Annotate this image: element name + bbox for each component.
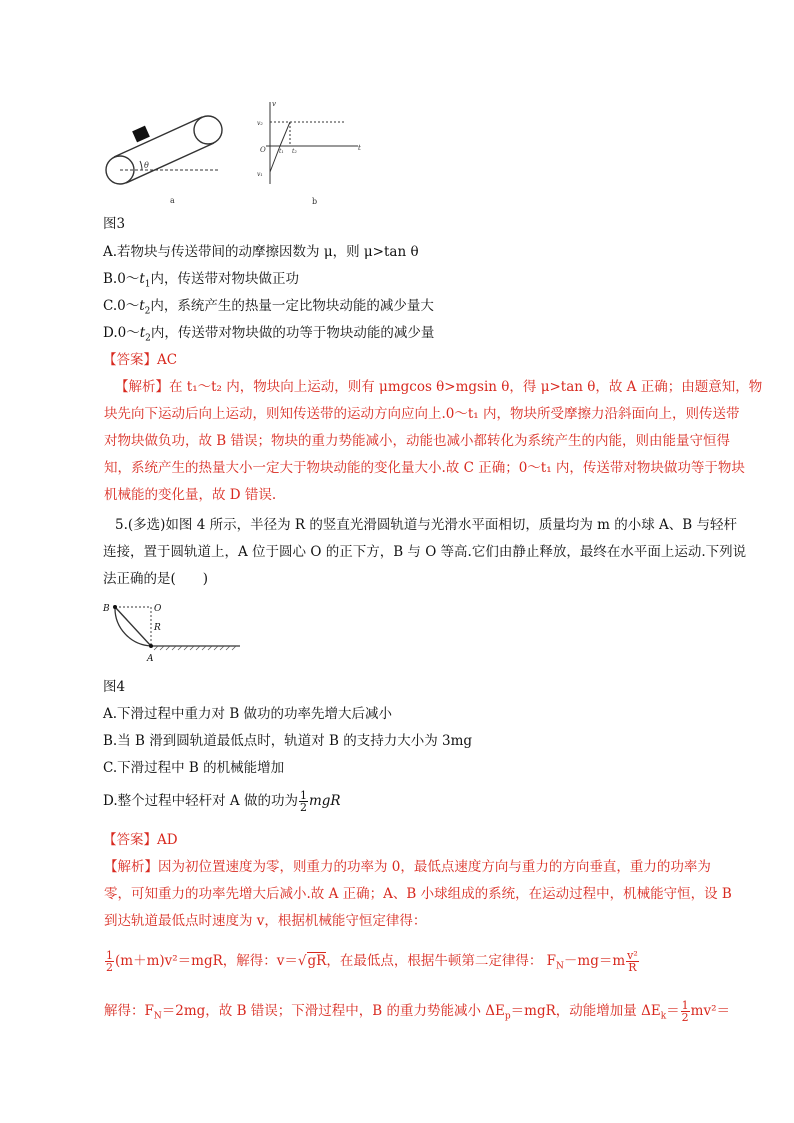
- q4-option-d: $D.0\sim t_2$内，传送带对物块做的功等于物块动能的减少量: [103, 325, 435, 344]
- figure-3b-label: b: [312, 197, 318, 206]
- t1-label: t₁: [279, 148, 284, 155]
- q5-answer: 【答案】AD: [103, 832, 178, 848]
- figure-3-caption: 图3: [103, 216, 126, 232]
- q5-option-a: A.下滑过程中重力对 B 做功的功率先增大后减小: [103, 706, 393, 722]
- q5-option-d: D.整个过程中轻杆对 A 做的功为 $\frac{1}{2}$ mgR: [103, 789, 341, 814]
- q5-stem-line-1: 5.(多选)如图 4 所示，半径为 R 的竖直光滑圆轨道与光滑水平面相切，质量均为 m 的小球 A、B 与轻杆: [115, 517, 737, 533]
- fig4-label-o: O: [154, 604, 162, 614]
- q5-explanation-line-2: 零，可知重力的功率先增大后减小.故 A 正确；A、B 小球组成的系统，在运动过程中，机械能守恒，设 B: [104, 886, 732, 902]
- v1-label: v₁: [257, 171, 263, 178]
- q5-stem-line-3: 法正确的是( ): [103, 571, 209, 587]
- t2-label: t₂: [292, 148, 297, 155]
- figure-4-caption: 图4: [103, 679, 126, 695]
- q4-explanation-line-5: 机械能的变化量，故 D 错误.: [104, 487, 277, 503]
- axis-v-label: v: [272, 100, 276, 108]
- q5-explanation-line-3: 到达轨道最低点时速度为 v，根据机械能守恒定律得：: [104, 913, 427, 929]
- q4-explanation-line-3: 对物块做负功，故 B 错误；物块的重力势能减小，动能也减小都转化为系统产生的内能，则由能量守恒得: [104, 433, 731, 449]
- q4-option-a: A.若物块与传送带间的动摩擦因数为 μ，则 μ>tan θ: [103, 244, 419, 260]
- axis-t-label: t: [358, 144, 361, 152]
- fig4-label-b: B: [103, 604, 110, 614]
- q5-stem-line-2: 连接，置于圆轨道上，A 位于圆心 O 的正下方，B 与 O 等高.它们由静止释放，最终在水平面上运动.下列说: [103, 544, 747, 560]
- figure-3a-conveyor: [98, 108, 238, 208]
- q4-option-c: $C.0\sim t_2$内，系统产生的热量一定比物块动能的减少量大: [103, 298, 434, 317]
- figure-3a-label: a: [170, 196, 175, 205]
- q5-option-b: B.当 B 滑到圆轨道最低点时，轨道对 B 的支持力大小为 3mg: [103, 733, 473, 749]
- fig4-label-r: R: [154, 623, 161, 633]
- q4-explanation-line-1: 【解析】在 t₁～t₂ 内，物块向上运动，则有 μmgcos θ>mgsin θ，得 μ>tan θ，故 A 正确；由题意知，物: [115, 379, 763, 395]
- q5-explanation-line-1: 【解析】因为初位置速度为零，则重力的功率为 0，最低点速度方向与重力的方向垂直，重力的功率为: [104, 859, 711, 875]
- q5-option-c: C.下滑过程中 B 的机械能增加: [103, 760, 285, 776]
- q4-option-b: $B.0\sim t_1$内，传送带对物块做正功: [103, 271, 299, 290]
- v2-label: v₂: [257, 120, 263, 127]
- figure-4-circular-track: [98, 600, 248, 666]
- q4-explanation-line-2: 块先向下运动后向上运动，则知传送带的运动方向应向上.0～t₁ 内，物块所受摩擦力沿斜面向上，则传送带: [104, 406, 740, 422]
- theta-label: θ: [144, 161, 149, 170]
- fig4-label-a: A: [147, 654, 154, 664]
- q4-explanation-line-4: 知，系统产生的热量大小一定大于物块动能的变化量大小.故 C 正确；0～t₁ 内，传送带对物块做功等于物块: [104, 460, 745, 476]
- q5-equation-line-1: $\frac{1}{2}$ (m＋m)v²＝mgR，解得：v＝√gR，在最低点，根据牛顿第二定律得： $F_N-mg=m$ $\frac{\text{v²}}{R}$: [106, 949, 638, 974]
- origin-label: O: [260, 146, 266, 154]
- figure-3b-vt-graph: [254, 96, 374, 208]
- q4-answer: 【答案】AC: [103, 352, 178, 368]
- q5-equation-line-2: 解得：$F_N=2mg$，故 B 错误；下滑过程中，B 的重力势能减小 $\Delta E_p=mgR$，动能增加量 $\Delta E_k=$ $\frac{1}{2}$ mv²＝: [104, 999, 730, 1024]
